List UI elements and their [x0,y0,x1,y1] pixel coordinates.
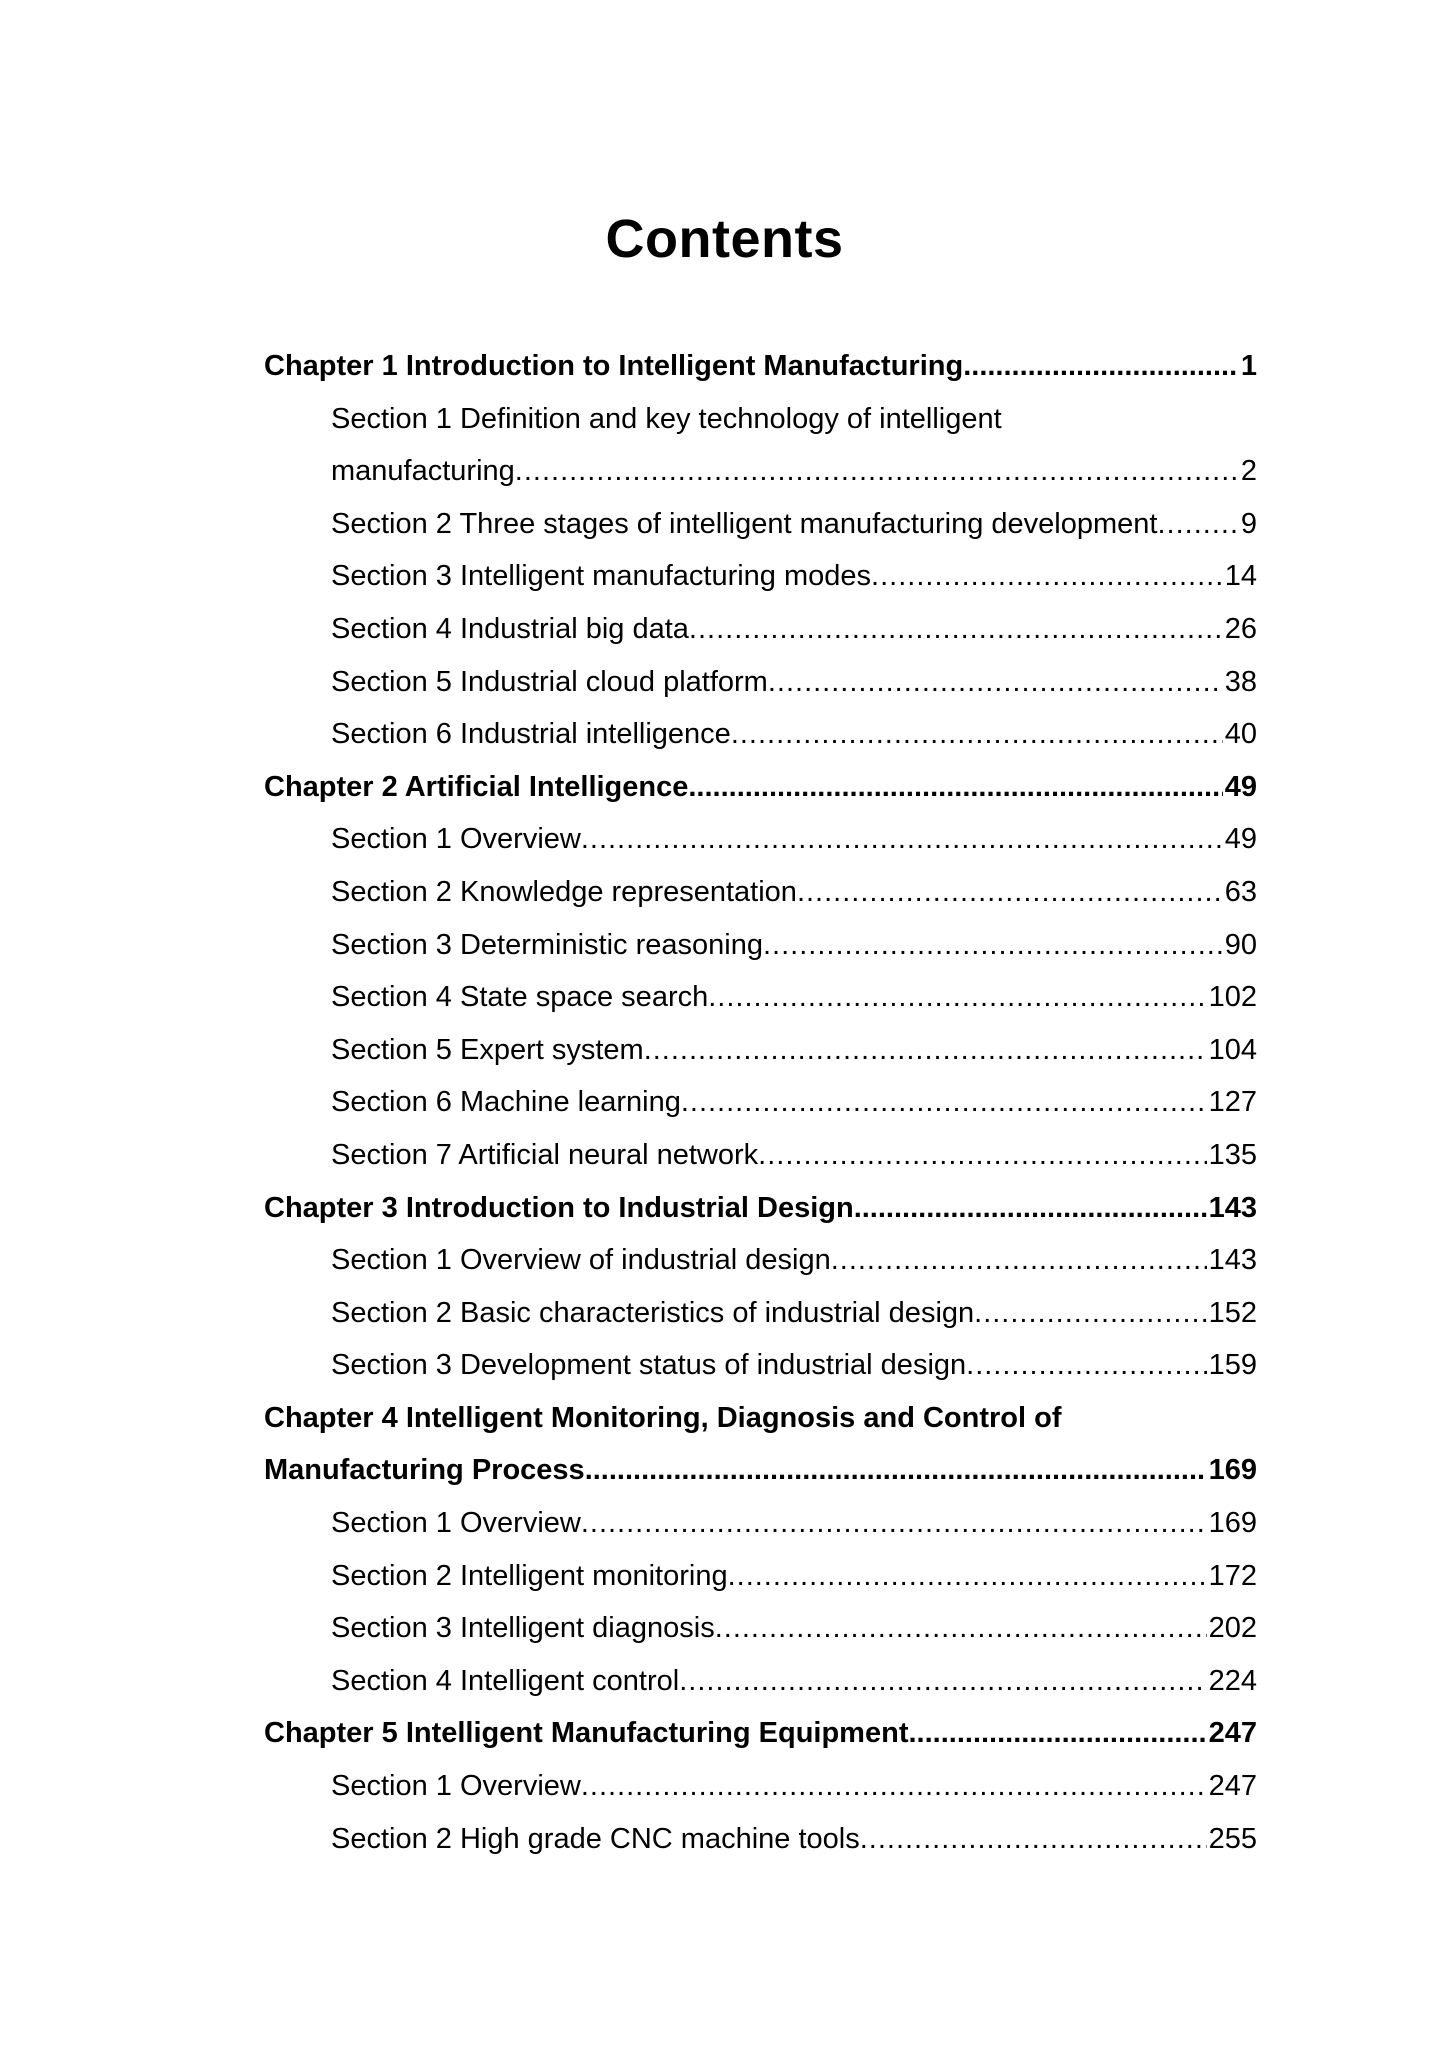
toc-entry-label: Section 3 Intelligent manufacturing modes [331,560,872,593]
toc-entry-page-number: 49 [1224,823,1257,856]
toc-section-entry[interactable] [264,1076,1257,1129]
toc-entry-page-number: 63 [1224,875,1257,908]
toc-entry-label: Section 6 Industrial intelligence [331,718,731,751]
dot-leader [1157,498,1238,551]
toc-section-entry[interactable] [264,1497,1257,1550]
toc-entry-label: Manufacturing Process [264,1454,585,1487]
toc-section-entry[interactable] [264,1550,1257,1603]
toc-entry-page-number: 172 [1208,1559,1257,1592]
toc-entry-page-number: 202 [1208,1612,1257,1645]
toc-entry-page-number: 38 [1224,665,1257,698]
toc-section-entry[interactable] [264,708,1257,761]
dot-leader [797,866,1223,919]
dot-leader [768,656,1223,709]
dot-leader [728,1550,1207,1603]
toc-entry-label: Section 1 Overview of industrial design [331,1244,831,1277]
toc-entry-label: Section 3 Intelligent diagnosis [331,1612,715,1645]
dot-leader [871,550,1223,603]
toc-entry-label: Chapter 3 Introduction to Industrial Design [264,1191,854,1224]
toc-section-entry[interactable] [264,971,1257,1024]
toc-section-entry[interactable] [264,866,1257,919]
toc-entry-page-number: 152 [1208,1296,1257,1329]
toc-entry-label: manufacturing [331,455,515,488]
toc-entry-page-number: 127 [1208,1086,1257,1119]
dot-leader [515,445,1239,498]
toc-entry-label: Section 2 Knowledge representation [331,875,797,908]
toc-section-entry[interactable] [264,1813,1257,1866]
dot-leader [758,1129,1206,1182]
toc-entry-page-number: 143 [1208,1191,1257,1224]
dot-leader [860,1813,1207,1866]
dot-leader [974,1287,1206,1340]
toc-entry-page-number: 135 [1208,1138,1257,1171]
toc-entry-page-number: 49 [1224,770,1257,803]
toc-section-entry[interactable] [264,1024,1257,1077]
dot-leader [681,1076,1207,1129]
dot-leader [679,1655,1206,1708]
dot-leader [581,813,1223,866]
toc-entry-page-number: 159 [1208,1349,1257,1382]
toc-entry-label: Section 1 Overview [331,823,581,856]
toc-section-entry[interactable] [264,393,1257,498]
dot-leader [585,1444,1207,1497]
dot-leader [854,1182,1207,1235]
toc-entry-page-number: 247 [1208,1717,1257,1750]
toc-chapter-entry[interactable] [264,761,1257,814]
dot-leader [831,1234,1207,1287]
toc-entry-label: Section 6 Machine learning [331,1086,681,1119]
toc-section-entry[interactable] [264,498,1257,551]
toc-chapter-entry[interactable] [264,1392,1257,1497]
toc-section-entry[interactable] [264,1655,1257,1708]
toc-entry-label: Section 1 Overview [331,1770,581,1803]
toc-entry-page-number: 26 [1224,612,1257,645]
toc-entry-label-line1: Section 1 Definition and key technology of intelligent [331,402,1002,435]
toc-entry-page-number: 90 [1224,928,1257,961]
toc-section-entry[interactable] [264,656,1257,709]
toc-entry-label: Chapter 5 Intelligent Manufacturing Equipment [264,1717,909,1750]
dot-leader [763,919,1223,972]
toc-entry-label: Section 4 Intelligent control [331,1664,680,1697]
dot-leader [688,761,1222,814]
toc-entry-last-line [264,1444,1257,1497]
toc-entry-label: Section 5 Industrial cloud platform [331,665,768,698]
toc-section-entry[interactable] [264,1234,1257,1287]
toc-entry-page-number: 169 [1208,1507,1257,1540]
toc-entry-label: Chapter 1 Introduction to Intelligent Manufacturing [264,350,964,382]
toc-entry-label: Section 2 High grade CNC machine tools [331,1822,860,1855]
dot-leader [715,1602,1207,1655]
toc-entry-label: Section 2 Three stages of intelligent manufacturing development [331,507,1158,540]
toc-entry-page-number: 255 [1208,1822,1257,1855]
toc-entry-last-line [331,445,1257,498]
toc-chapter-entry[interactable] [264,1707,1257,1760]
dot-leader [581,1497,1207,1550]
toc-entry-label: Section 4 State space search [331,981,709,1014]
page-title: Contents [605,209,844,269]
toc-section-entry[interactable] [264,813,1257,866]
toc-section-entry[interactable] [264,1760,1257,1813]
dot-leader [689,603,1223,656]
toc-entry-page-number: 224 [1208,1664,1257,1697]
toc-entry-page-number: 40 [1224,718,1257,751]
toc-entry-label-line1: Chapter 4 Intelligent Monitoring, Diagnosis and Control of [264,1401,1062,1434]
toc-section-entry[interactable] [264,1339,1257,1392]
toc-entry-label: Section 3 Development status of industrial design [331,1349,967,1382]
dot-leader [644,1024,1207,1077]
toc-entry-label: Section 4 Industrial big data [331,612,689,645]
toc-entry-label: Section 3 Deterministic reasoning [331,928,763,961]
toc-entry-page-number: 9 [1240,507,1257,540]
toc-section-entry[interactable] [264,550,1257,603]
table-of-contents [264,340,1257,1865]
toc-chapter-entry[interactable] [264,340,1257,393]
toc-entry-page-number: 143 [1208,1244,1257,1277]
dot-leader [966,1339,1206,1392]
dot-leader [908,1707,1206,1760]
toc-entry-page-number: 247 [1208,1770,1257,1803]
toc-chapter-entry[interactable] [264,1182,1257,1235]
toc-entry-label: Chapter 2 Artificial Intelligence [264,770,689,803]
toc-entry-label: Section 1 Overview [331,1507,581,1540]
toc-entry-page-number: 104 [1208,1033,1257,1066]
toc-section-entry[interactable] [264,603,1257,656]
dot-leader [581,1760,1207,1813]
toc-entry-label: Section 7 Artificial neural network [331,1138,759,1171]
toc-section-entry[interactable] [264,919,1257,972]
toc-entry-page-number: 14 [1224,560,1257,593]
toc-section-entry[interactable] [264,1129,1257,1182]
toc-entry-label: Section 2 Intelligent monitoring [331,1559,728,1592]
toc-entry-page-number: 169 [1208,1454,1257,1487]
toc-entry-label: Section 5 Expert system [331,1033,644,1066]
dot-leader [731,708,1223,761]
toc-entry-page-number: 2 [1240,455,1257,488]
toc-entry-label: Section 2 Basic characteristics of industrial design [331,1296,975,1329]
toc-section-entry[interactable] [264,1287,1257,1340]
toc-entry-page-number: 1 [1240,350,1257,382]
dot-leader [708,971,1206,1024]
dot-leader [963,340,1239,393]
toc-entry-page-number: 102 [1208,981,1257,1014]
toc-section-entry[interactable] [264,1602,1257,1655]
